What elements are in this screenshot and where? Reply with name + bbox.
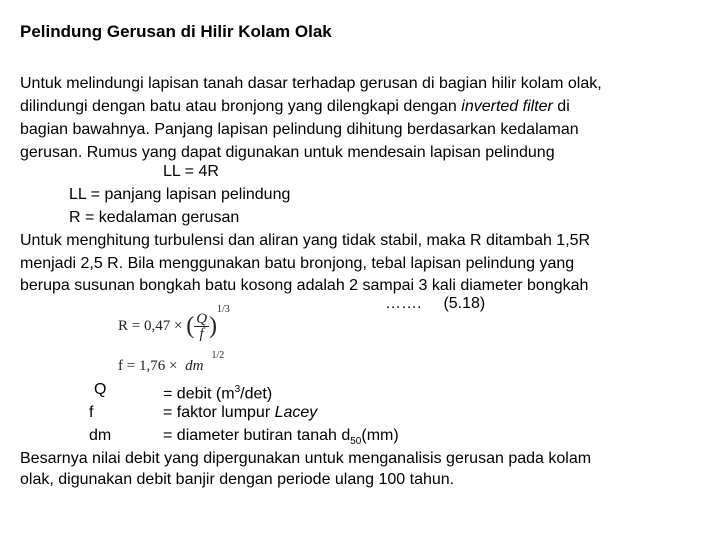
paragraph-1-line-1: Untuk melindungi lapisan tanah dasar terhadap gerusan di bagian hilir kolam olak,: [20, 75, 602, 92]
inverted-filter-term: inverted filter: [461, 98, 553, 115]
symbol-q-desc-sup: 3: [234, 384, 241, 395]
formula-ll: LL = 4R: [163, 163, 219, 180]
formula-r: R = 0,47 × ( $\frac{Q}{f}$ )$^{1/3}$: [118, 303, 230, 342]
closing-line-1: Besarnya nilai debit yang dipergunakan untuk menganalisis gerusan pada kolam: [20, 450, 592, 467]
symbol-dm-desc-tail: (mm): [361, 427, 399, 444]
formula-f-var: dm: [185, 358, 204, 374]
symbol-dm: dm: [89, 427, 112, 444]
symbol-f: f: [89, 404, 94, 421]
paragraph-1-line-2-tail: di: [552, 98, 570, 115]
paragraph-1-line-3: bagian bawahnya. Panjang lapisan pelindung dihitung berdasarkan kedalaman: [20, 121, 579, 138]
paragraph-1-line-2-text: dilindungi dengan batu atau bronjong yang dilengkapi dengan: [20, 98, 462, 115]
paragraph-1-line-4: gerusan. Rumus yang dapat digunakan untuk mendesain lapisan pelindung: [20, 144, 555, 161]
page-title: Pelindung Gerusan di Hilir Kolam Olak: [20, 22, 332, 41]
definition-ll: LL = panjang lapisan pelindung: [69, 186, 291, 203]
formula-r-numerator: Q: [196, 311, 208, 327]
formula-f: [118, 350, 225, 375]
symbol-f-desc-text: = faktor lumpur: [163, 404, 275, 421]
symbol-q-desc: [163, 380, 272, 404]
closing-line-2: olak, digunakan debit banjir dengan periode ulang 100 tahun.: [20, 471, 455, 488]
symbol-dm-desc-sub: 50: [350, 436, 362, 448]
symbol-f-desc-italic: Lacey: [274, 404, 318, 421]
equation-number: (5.18): [443, 295, 486, 312]
formula-f-exponent: 1/2: [211, 350, 225, 361]
paragraph-2-line-3: berupa susunan bongkah batu kosong adalah 2 sampai 3 kali diameter bongkah: [20, 277, 589, 294]
symbol-q-desc-text: = debit (m: [163, 385, 235, 403]
equation-reference: [385, 294, 485, 314]
symbol-q-desc-tail: /det): [240, 385, 273, 403]
symbol-q: Q: [94, 381, 107, 398]
paragraph-2-line-2: menjadi 2,5 R. Bila menggunakan batu bronjong, tebal lapisan pelindung yang: [20, 255, 575, 272]
paragraph-2-line-1: Untuk menghitung turbulensi dan aliran yang tidak stabil, maka R ditambah 1,5R: [20, 232, 591, 249]
symbol-dm-desc-text: = diameter butiran tanah d: [163, 427, 351, 444]
formula-r-coef: = 0,47 ×: [131, 317, 183, 334]
formula-r-denominator: f: [199, 326, 204, 342]
formula-f-coef: = 1,76 ×: [126, 358, 178, 374]
paragraph-1-line-2: [20, 97, 570, 117]
formula-r-exponent: 1/3: [217, 303, 230, 315]
formula-r-lhs: R: [118, 317, 129, 334]
formula-f-lhs: f: [118, 358, 123, 374]
definition-r: R = kedalaman gerusan: [69, 209, 240, 226]
equation-dots: …….: [385, 295, 422, 312]
symbol-f-desc: [163, 403, 317, 423]
